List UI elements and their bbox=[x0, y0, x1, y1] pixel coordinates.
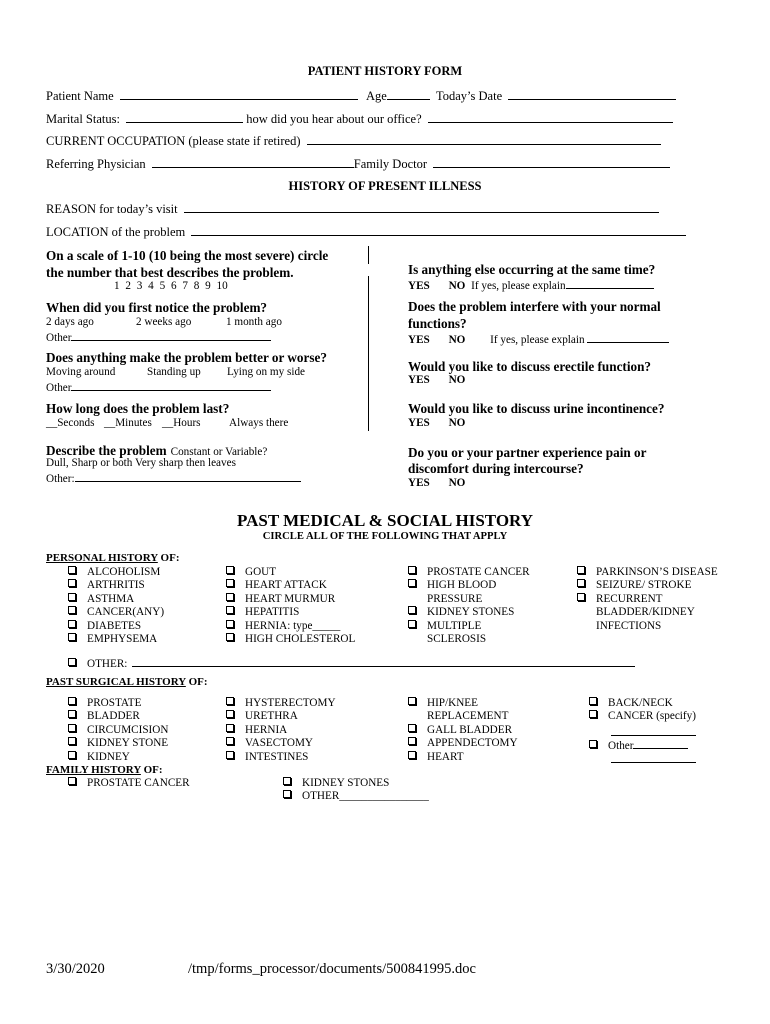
referring-physician-label: Referring Physician bbox=[46, 157, 146, 171]
checklist-label: HIP/KNEE bbox=[427, 697, 478, 709]
checkbox-icon[interactable] bbox=[408, 724, 416, 732]
hpi-heading: HISTORY OF PRESENT ILLNESS bbox=[288, 179, 482, 193]
checkbox-icon[interactable] bbox=[226, 697, 234, 705]
family-doctor-field[interactable] bbox=[433, 156, 670, 168]
todays-date-label: Today’s Date bbox=[436, 89, 503, 103]
hear-about-label: how did you hear about our office? bbox=[246, 112, 422, 126]
checklist-item[interactable] bbox=[408, 579, 496, 592]
checkbox-icon[interactable] bbox=[68, 620, 76, 628]
family-doctor-label: Family Doctor bbox=[353, 157, 428, 171]
location-field[interactable] bbox=[191, 224, 686, 236]
notice-opt-2days[interactable]: 2 days ago bbox=[46, 316, 94, 328]
checkbox-icon[interactable] bbox=[68, 737, 76, 745]
pain-no[interactable]: NO bbox=[448, 477, 466, 489]
checklist-label: SEIZURE/ STROKE bbox=[596, 579, 692, 592]
checkbox-icon[interactable] bbox=[408, 697, 416, 705]
checkbox-icon[interactable] bbox=[226, 633, 234, 641]
better-other-row bbox=[46, 379, 271, 394]
checklist-item[interactable] bbox=[226, 593, 335, 606]
family-history-label: FAMILY HISTORY bbox=[46, 764, 141, 776]
checkbox-icon[interactable] bbox=[589, 710, 597, 718]
checklist-label: BACK/NECK bbox=[608, 697, 673, 709]
checklist-label: EMPHYSEMA bbox=[87, 633, 158, 645]
else-yes[interactable]: YES bbox=[408, 280, 430, 292]
checklist-label: APPENDECTOMY bbox=[427, 737, 518, 750]
checklist-item[interactable] bbox=[283, 777, 389, 790]
checklist-item[interactable] bbox=[589, 697, 673, 710]
checklist-label: MULTIPLE bbox=[427, 619, 482, 632]
interfere-answer-row bbox=[408, 331, 669, 346]
erectile-yes[interactable]: YES bbox=[408, 374, 430, 386]
checkbox-icon[interactable] bbox=[226, 593, 234, 601]
checkbox-icon[interactable] bbox=[68, 633, 76, 641]
checklist-label: SCLEROSIS bbox=[427, 633, 487, 645]
else-answer-row bbox=[408, 277, 654, 292]
checklist-label: PRESSURE bbox=[427, 592, 483, 605]
personal-other-field[interactable] bbox=[132, 655, 635, 667]
occupation-label: CURRENT OCCUPATION (please state if retired) bbox=[46, 134, 301, 148]
checklist-blank-line[interactable] bbox=[611, 724, 696, 736]
urine-question: Would you like to discuss urine incontinence? bbox=[408, 401, 665, 416]
checklist-label: INTESTINES bbox=[245, 750, 309, 763]
urine-no[interactable]: NO bbox=[448, 417, 466, 429]
checkbox-icon[interactable] bbox=[577, 593, 585, 601]
checkbox-icon[interactable] bbox=[408, 737, 416, 745]
checklist-label: INFECTIONS bbox=[596, 619, 662, 632]
interfere-if-yes-label: If yes, please explain bbox=[490, 334, 585, 346]
checklist-item[interactable] bbox=[68, 633, 157, 646]
checkbox-icon[interactable] bbox=[68, 777, 76, 785]
checkbox-icon[interactable] bbox=[408, 579, 416, 587]
checkbox-icon[interactable] bbox=[226, 606, 234, 614]
checklist-label: BLADDER bbox=[87, 710, 140, 723]
checklist-item[interactable] bbox=[68, 593, 134, 606]
checkbox-icon[interactable] bbox=[68, 566, 76, 574]
interfere-no[interactable]: NO bbox=[448, 334, 466, 346]
checkbox-icon[interactable] bbox=[68, 579, 76, 587]
erectile-no[interactable]: NO bbox=[448, 374, 466, 386]
else-question: Is anything else occurring at the same time? bbox=[408, 262, 656, 277]
checkbox-icon[interactable] bbox=[68, 606, 76, 614]
checklist-label: KIDNEY bbox=[87, 750, 130, 763]
footer-date: 3/30/2020 bbox=[46, 961, 105, 977]
hear-about-field[interactable] bbox=[428, 111, 673, 123]
checkbox-icon[interactable] bbox=[589, 740, 597, 748]
erectile-question: Would you like to discuss erectile function? bbox=[408, 359, 652, 374]
checkbox-icon[interactable] bbox=[68, 697, 76, 705]
interfere-question-line1: Does the problem interfere with your normal bbox=[408, 299, 661, 314]
checklist-blank-row bbox=[611, 724, 696, 740]
age-row bbox=[366, 88, 430, 104]
surgical-history-label: PAST SURGICAL HISTORY bbox=[46, 676, 186, 688]
checklist-label: CANCER (specify) bbox=[608, 710, 696, 723]
checkbox-icon[interactable] bbox=[283, 777, 291, 785]
checklist-label: HERNIA: type_____ bbox=[245, 619, 341, 632]
date-row bbox=[436, 88, 676, 104]
notice-question: When did you first notice the problem? bbox=[46, 300, 268, 315]
referring-physician-field[interactable] bbox=[152, 156, 354, 168]
better-opt-standing[interactable]: Standing up bbox=[147, 366, 201, 378]
checklist-item[interactable] bbox=[283, 790, 429, 803]
pain-yes[interactable]: YES bbox=[408, 477, 430, 489]
location-label: LOCATION of the problem bbox=[46, 225, 186, 239]
checklist-item[interactable] bbox=[226, 737, 313, 750]
checklist-label: KIDNEY STONES bbox=[302, 777, 390, 789]
surgical-history-heading bbox=[46, 676, 208, 688]
describe-other-field[interactable] bbox=[75, 470, 301, 482]
else-explain-field[interactable] bbox=[566, 277, 654, 289]
notice-opt-1month[interactable]: 1 month ago bbox=[226, 316, 282, 328]
better-other-field[interactable] bbox=[71, 379, 271, 391]
describe-sub[interactable]: Constant or Variable? bbox=[170, 446, 268, 458]
checklist-label: ARTHRITIS bbox=[87, 579, 145, 592]
checklist-item[interactable] bbox=[408, 697, 478, 710]
interfere-explain-field[interactable] bbox=[587, 331, 669, 343]
surgical-history-of: OF: bbox=[188, 676, 208, 688]
personal-history-heading bbox=[46, 552, 180, 564]
checklist-label: HERNIA bbox=[245, 723, 288, 736]
scale-numbers[interactable]: 1 2 3 4 5 6 7 8 9 10 bbox=[114, 280, 228, 292]
notice-opt-2weeks[interactable]: 2 weeks ago bbox=[136, 316, 192, 328]
checklist-label: OTHER________________ bbox=[302, 790, 429, 803]
checklist-item[interactable] bbox=[68, 606, 164, 619]
better-opt-lying[interactable]: Lying on my side bbox=[227, 366, 306, 378]
checklist-item[interactable] bbox=[226, 697, 336, 710]
checkbox-icon[interactable] bbox=[68, 593, 76, 601]
checklist-item[interactable] bbox=[68, 737, 168, 750]
last-opt-minutes[interactable]: __Minutes bbox=[104, 417, 152, 429]
last-opt-always[interactable]: Always there bbox=[229, 417, 289, 429]
urine-answer-row bbox=[408, 417, 465, 429]
checklist-item[interactable] bbox=[68, 777, 190, 790]
checklist-item[interactable] bbox=[226, 710, 298, 723]
checklist-label: HYSTERECTOMY bbox=[245, 697, 336, 709]
location-row bbox=[46, 224, 686, 240]
checklist-item bbox=[577, 606, 695, 619]
checklist-label: PROSTATE CANCER bbox=[427, 566, 530, 578]
reason-label: REASON for today’s visit bbox=[46, 202, 178, 216]
physician-row bbox=[46, 156, 670, 172]
checklist-blank-row bbox=[611, 751, 696, 767]
personal-other-row bbox=[68, 655, 635, 670]
checkbox-icon[interactable] bbox=[68, 710, 76, 718]
pain-answer-row bbox=[408, 477, 465, 489]
checklist-item[interactable] bbox=[226, 566, 276, 579]
form-title: PATIENT HISTORY FORM bbox=[307, 64, 463, 78]
checklist-item bbox=[577, 620, 661, 633]
checklist-item[interactable] bbox=[226, 579, 327, 592]
pain-question-line2: discomfort during intercourse? bbox=[408, 461, 584, 476]
checklist-label: REPLACEMENT bbox=[427, 710, 509, 723]
checklist-label: KIDNEY STONES bbox=[427, 606, 515, 619]
scale-question-line1: On a scale of 1-10 (10 being the most severe) circle bbox=[46, 248, 329, 263]
describe-question: Describe the problem bbox=[46, 443, 167, 458]
checklist-label: HEART MURMUR bbox=[245, 592, 336, 605]
checklist-item[interactable] bbox=[408, 724, 512, 737]
checklist-label: Other bbox=[608, 740, 634, 753]
age-label: Age bbox=[366, 89, 387, 103]
checkbox-icon[interactable] bbox=[408, 606, 416, 614]
scale-question-line2: the number that best describes the problem. bbox=[46, 265, 294, 280]
describe-other-row bbox=[46, 470, 301, 485]
checklist-item[interactable] bbox=[226, 751, 308, 764]
age-field[interactable] bbox=[387, 88, 430, 100]
better-other-label: Other bbox=[46, 382, 72, 394]
checkbox-icon[interactable] bbox=[283, 790, 291, 798]
checklist-item[interactable] bbox=[68, 579, 145, 592]
personal-history-label: PERSONAL HISTORY bbox=[46, 552, 158, 564]
checklist-item[interactable] bbox=[408, 737, 518, 750]
checklist-item[interactable] bbox=[408, 606, 514, 619]
family-history-of: OF: bbox=[143, 764, 163, 776]
checklist-item[interactable] bbox=[589, 710, 696, 723]
reason-row bbox=[46, 201, 659, 217]
checklist-label: PROSTATE CANCER bbox=[87, 777, 190, 789]
checkbox-icon[interactable] bbox=[226, 566, 234, 574]
checklist-item bbox=[408, 633, 486, 646]
column-divider-lower bbox=[368, 276, 369, 431]
occupation-row bbox=[46, 133, 661, 149]
family-history-heading bbox=[46, 764, 163, 776]
checklist-item[interactable] bbox=[226, 606, 299, 619]
checklist-item[interactable] bbox=[577, 593, 663, 606]
checklist-blank-line[interactable] bbox=[611, 751, 696, 763]
checklist-label: PROSTATE bbox=[87, 697, 142, 709]
checklist-item[interactable] bbox=[68, 751, 130, 764]
checkbox-icon[interactable] bbox=[226, 620, 234, 628]
column-divider bbox=[368, 246, 369, 264]
checklist-item[interactable] bbox=[577, 579, 691, 592]
better-question: Does anything make the problem better or worse? bbox=[46, 350, 327, 365]
erectile-answer-row bbox=[408, 374, 465, 386]
marital-status-field[interactable] bbox=[126, 111, 243, 123]
pmsh-subheading: CIRCLE ALL OF THE FOLLOWING THAT APPLY bbox=[262, 531, 508, 542]
last-question: How long does the problem last? bbox=[46, 401, 230, 416]
personal-other-checkbox[interactable] bbox=[68, 658, 76, 666]
checklist-label: HEART bbox=[427, 750, 464, 763]
checklist-label: DIABETES bbox=[87, 619, 142, 632]
checklist-label: HEPATITIS bbox=[245, 606, 300, 619]
footer-path: /tmp/forms_processor/documents/500841995.doc bbox=[188, 961, 476, 977]
checklist-label: HEART ATTACK bbox=[245, 579, 327, 592]
describe-options[interactable]: Dull, Sharp or both Very sharp then leaves bbox=[46, 457, 236, 469]
checklist-item[interactable] bbox=[408, 751, 464, 764]
urine-yes[interactable]: YES bbox=[408, 417, 430, 429]
checklist-label: CIRCUMCISION bbox=[87, 723, 169, 736]
pmsh-heading: PAST MEDICAL & SOCIAL HISTORY bbox=[236, 511, 534, 530]
personal-history-of: OF: bbox=[160, 552, 180, 564]
interfere-yes[interactable]: YES bbox=[408, 334, 430, 346]
checklist-label: GALL BLADDER bbox=[427, 723, 513, 736]
occupation-field[interactable] bbox=[307, 133, 661, 145]
checklist-label: KIDNEY STONE bbox=[87, 737, 169, 750]
todays-date-field[interactable] bbox=[508, 88, 676, 100]
checklist-label: PARKINSON’S DISEASE bbox=[596, 566, 718, 578]
checkbox-icon[interactable] bbox=[408, 566, 416, 574]
checkbox-icon[interactable] bbox=[589, 697, 597, 705]
checklist-label: ASTHMA bbox=[87, 592, 135, 605]
checklist-label: HIGH CHOLESTEROL bbox=[245, 633, 356, 645]
patient-name-label: Patient Name bbox=[46, 89, 114, 103]
else-no[interactable]: NO bbox=[448, 280, 466, 292]
checklist-item bbox=[408, 710, 508, 723]
checklist-item[interactable] bbox=[68, 724, 168, 737]
checklist-item[interactable] bbox=[408, 620, 481, 633]
checkbox-icon[interactable] bbox=[577, 566, 585, 574]
notice-other-label: Other bbox=[46, 332, 72, 344]
notice-other-row bbox=[46, 329, 271, 344]
reason-field[interactable] bbox=[184, 201, 659, 213]
pain-question-line1: Do you or your partner experience pain or bbox=[408, 445, 647, 460]
checklist-item[interactable] bbox=[68, 697, 141, 710]
checklist-item[interactable] bbox=[226, 620, 340, 633]
checklist-item[interactable] bbox=[226, 633, 355, 646]
checkbox-icon[interactable] bbox=[577, 579, 585, 587]
patient-name-row bbox=[46, 88, 358, 104]
notice-other-field[interactable] bbox=[71, 329, 271, 341]
checklist-label: RECURRENT bbox=[596, 592, 663, 605]
else-if-yes-label: If yes, please explain bbox=[471, 280, 566, 292]
personal-other-label: OTHER: bbox=[87, 658, 128, 670]
checkbox-icon[interactable] bbox=[226, 737, 234, 745]
checklist-item[interactable] bbox=[68, 710, 140, 723]
last-opt-seconds[interactable]: __Seconds bbox=[46, 417, 95, 429]
checklist-label: CANCER(ANY) bbox=[87, 606, 165, 619]
marital-status-label: Marital Status: bbox=[46, 112, 120, 126]
checklist-item[interactable] bbox=[577, 566, 718, 579]
checkbox-icon[interactable] bbox=[226, 724, 234, 732]
checkbox-icon[interactable] bbox=[68, 751, 76, 759]
checklist-label: HIGH BLOOD bbox=[427, 579, 497, 592]
checkbox-icon[interactable] bbox=[226, 579, 234, 587]
interfere-question-line2: functions? bbox=[408, 316, 467, 331]
checklist-label: URETHRA bbox=[245, 710, 298, 723]
checkbox-icon[interactable] bbox=[226, 751, 234, 759]
patient-name-field[interactable] bbox=[120, 88, 358, 100]
marital-row bbox=[46, 111, 673, 127]
better-opt-moving[interactable]: Moving around bbox=[46, 366, 116, 378]
checklist-item[interactable] bbox=[408, 566, 530, 579]
checkbox-icon[interactable] bbox=[68, 724, 76, 732]
checkbox-icon[interactable] bbox=[408, 620, 416, 628]
checklist-item[interactable] bbox=[68, 566, 160, 579]
checklist-label: GOUT bbox=[245, 566, 277, 578]
describe-other-label: Other: bbox=[46, 473, 75, 485]
checklist-label: VASECTOMY bbox=[245, 737, 313, 750]
checkbox-icon[interactable] bbox=[408, 751, 416, 759]
checklist-item[interactable] bbox=[68, 620, 141, 633]
checklist-label: BLADDER/KIDNEY bbox=[596, 606, 695, 619]
last-opt-hours[interactable]: __Hours bbox=[162, 417, 201, 429]
checklist-item[interactable] bbox=[226, 724, 287, 737]
checkbox-icon[interactable] bbox=[226, 710, 234, 718]
checklist-label: ALCOHOLISM bbox=[87, 566, 161, 578]
checklist-item bbox=[408, 593, 482, 606]
